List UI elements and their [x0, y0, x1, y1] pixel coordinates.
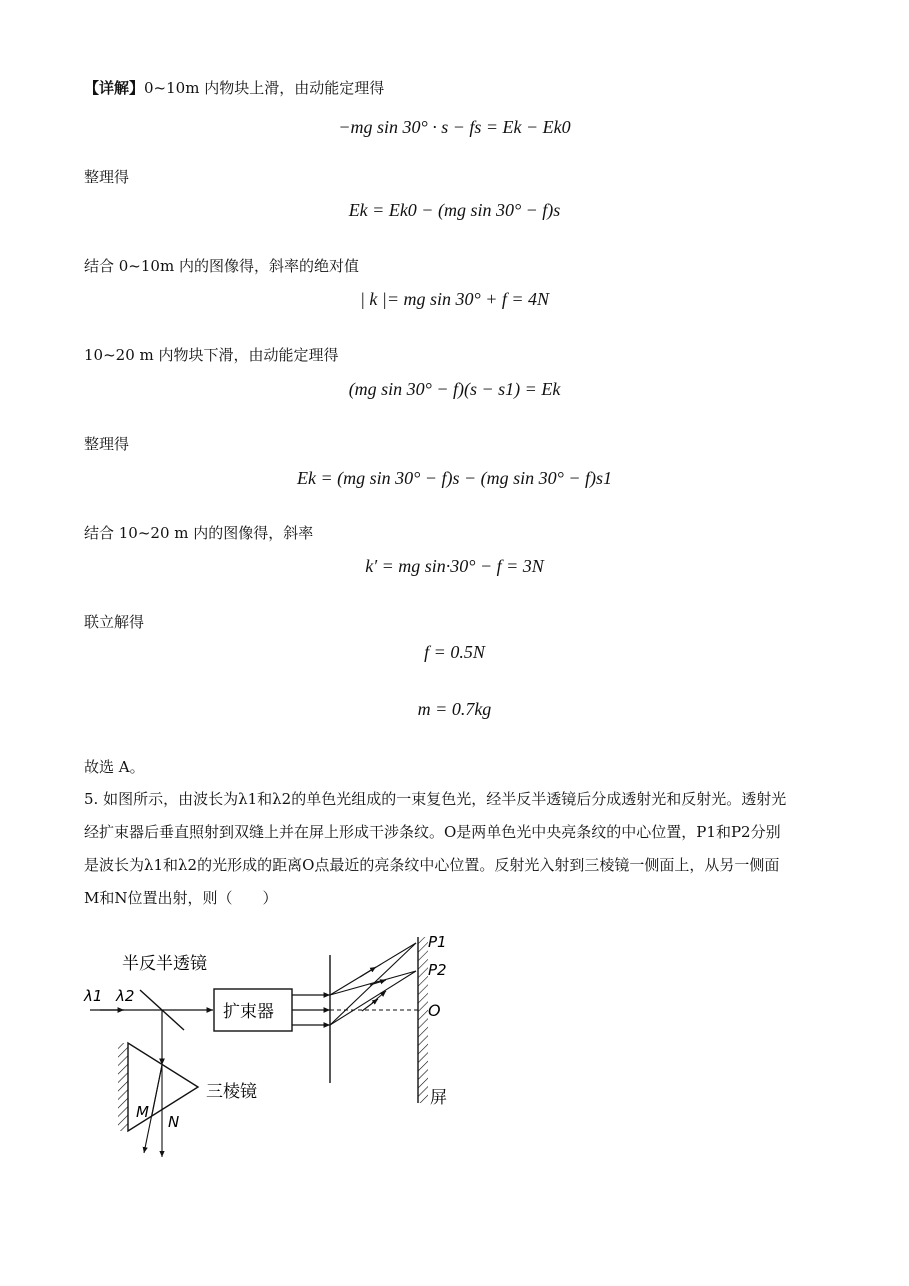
- p2-label: P2: [428, 961, 447, 979]
- equation-4: (mg sin 30° − f)(s − s1) = Ek: [348, 379, 561, 399]
- ray-top-p2: [330, 971, 416, 995]
- equation-7: f = 0.5N: [424, 642, 485, 662]
- ray-arrow-2: [370, 980, 386, 985]
- question-5: [84, 783, 829, 915]
- solution-intro: [84, 78, 384, 98]
- equation-3: | k |= mg sin 30° + f = 4N: [359, 289, 550, 309]
- equation-8: m = 0.7kg: [417, 699, 492, 719]
- solution-p7: 联立解得: [84, 613, 145, 631]
- question-number: 5.: [84, 790, 99, 808]
- solution-p5: 整理得: [84, 435, 130, 453]
- prism-label: 三棱镜: [206, 1082, 257, 1102]
- ray-arrow-4: [362, 999, 378, 1011]
- mirror-label: 半反半透镜: [122, 954, 207, 974]
- equation-6: k′ = mg sin·30° − f = 3N: [365, 556, 544, 576]
- solution-p2: 整理得: [84, 168, 130, 186]
- solution-p1: 0~10m 内物块上滑，由动能定理得: [144, 79, 385, 97]
- question-line-1: 5. 如图所示，由波长为λ1和λ2的单色光组成的一束复色光，经半反半透镜后分成透射光和反射光。透射光: [84, 790, 787, 808]
- ray-bot-p2: [330, 971, 416, 1025]
- lambda1-label: λ1: [84, 987, 103, 1005]
- n-label: N: [168, 1113, 180, 1131]
- solution-tag: 【详解】: [84, 79, 145, 97]
- m-label: M: [136, 1103, 149, 1121]
- question-line-2: 经扩束器后垂直照射到双缝上并在屏上形成干涉条纹。O是两单色光中央亮条纹的中心位置，P1和P2分别: [84, 823, 781, 841]
- equation-2: Ek = Ek0 − (mg sin 30° − f)s: [348, 200, 561, 220]
- question-line-4: M和N位置出射，则（ ）: [84, 889, 278, 907]
- solution-p3: 结合 0~10m 内的图像得，斜率的绝对值: [84, 257, 359, 275]
- expander-label: 扩束器: [223, 1002, 274, 1022]
- equation-5: Ek = (mg sin 30° − f)s − (mg sin 30° − f)s1: [297, 468, 612, 488]
- lambda2-label: λ2: [116, 987, 135, 1005]
- prism-hatch: [118, 1043, 128, 1131]
- equation-1: −mg sin 30° · s − fs = Ek − Ek0: [338, 117, 571, 137]
- solution-p6: 结合 10~20 m 内的图像得，斜率: [84, 524, 314, 542]
- optics-diagram: [80, 925, 460, 1160]
- solution-p4: 10~20 m 内物块下滑，由动能定理得: [84, 346, 339, 364]
- question-line-3: 是波长为λ1和λ2的光形成的距离O点最近的亮条纹中心位置。反射光入射到三棱镜一侧面上，从另一侧面: [84, 856, 780, 874]
- screen-label: 屏: [430, 1088, 447, 1108]
- ray-arrow-1: [360, 967, 376, 977]
- p1-label: P1: [428, 933, 447, 951]
- solution-conclusion: 故选 A。: [84, 758, 145, 776]
- screen-hatch: [418, 937, 428, 1103]
- o-label: O: [428, 1001, 441, 1020]
